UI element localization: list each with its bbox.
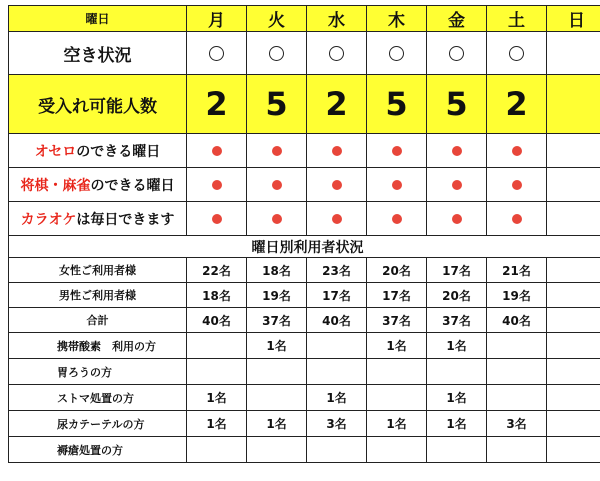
care-label: 胃ろうの方	[9, 359, 187, 385]
usage-value: 40名	[487, 308, 547, 333]
activity-highlight: カラオケ	[20, 211, 77, 228]
day-header: 金	[427, 6, 487, 32]
capacity-value: 2	[307, 75, 367, 134]
red-dot-icon	[512, 180, 522, 190]
usage-value: 37名	[367, 308, 427, 333]
activity-row	[9, 134, 600, 168]
activity-cell	[247, 168, 307, 202]
availability-circle-icon	[269, 46, 284, 61]
care-value	[247, 437, 307, 463]
usage-value: 18名	[187, 283, 247, 308]
care-row	[9, 411, 600, 437]
activity-cell	[307, 202, 367, 236]
red-dot-icon	[512, 146, 522, 156]
care-value: 1名	[427, 385, 487, 411]
capacity-row	[9, 75, 600, 134]
care-row	[9, 437, 600, 463]
availability-cell	[187, 32, 247, 75]
activity-cell	[547, 202, 600, 236]
red-dot-icon	[512, 214, 522, 224]
care-value	[247, 359, 307, 385]
usage-value	[547, 258, 600, 283]
care-value: 1名	[247, 411, 307, 437]
usage-value	[547, 283, 600, 308]
care-value	[307, 333, 367, 359]
care-value	[547, 359, 600, 385]
red-dot-icon	[452, 180, 462, 190]
care-value	[367, 437, 427, 463]
day-header: 月	[187, 6, 247, 32]
usage-label: 女性ご利用者様	[9, 258, 187, 283]
care-value	[487, 333, 547, 359]
usage-label: 合計	[9, 308, 187, 333]
usage-value: 19名	[487, 283, 547, 308]
care-value	[547, 437, 600, 463]
availability-cell	[247, 32, 307, 75]
day-header: 日	[547, 6, 600, 32]
care-value	[187, 437, 247, 463]
care-value: 1名	[367, 411, 427, 437]
usage-value: 37名	[247, 308, 307, 333]
care-value: 1名	[187, 385, 247, 411]
activity-label	[9, 202, 187, 236]
activity-cell	[547, 134, 600, 168]
usage-row	[9, 258, 600, 283]
activity-label-rest: のできる曜日	[90, 177, 175, 194]
availability-circle-icon	[389, 46, 404, 61]
activity-label-rest: は毎日できます	[76, 211, 175, 228]
care-row	[9, 359, 600, 385]
care-value	[487, 359, 547, 385]
usage-value: 20名	[367, 258, 427, 283]
availability-circle-icon	[209, 46, 224, 61]
section-title: 曜日別利用者状況	[9, 236, 600, 258]
day-header: 木	[367, 6, 427, 32]
usage-value: 37名	[427, 308, 487, 333]
day-header: 火	[247, 6, 307, 32]
care-value: 1名	[187, 411, 247, 437]
capacity-value	[547, 75, 600, 134]
care-value	[307, 359, 367, 385]
availability-circle-icon	[329, 46, 344, 61]
activity-cell	[487, 202, 547, 236]
activity-cell	[187, 168, 247, 202]
activity-cell	[487, 134, 547, 168]
care-value	[547, 385, 600, 411]
care-value	[427, 359, 487, 385]
usage-value: 17名	[307, 283, 367, 308]
activity-cell	[367, 134, 427, 168]
red-dot-icon	[212, 180, 222, 190]
care-value	[367, 385, 427, 411]
care-value: 3名	[307, 411, 367, 437]
capacity-value: 5	[367, 75, 427, 134]
weekday-header-row	[9, 6, 600, 32]
activity-cell	[427, 134, 487, 168]
red-dot-icon	[392, 180, 402, 190]
availability-label: 空き状況	[9, 32, 187, 75]
care-value	[547, 411, 600, 437]
care-value: 1名	[247, 333, 307, 359]
availability-circle-icon	[509, 46, 524, 61]
usage-value: 17名	[367, 283, 427, 308]
availability-cell	[427, 32, 487, 75]
care-value	[247, 385, 307, 411]
care-value	[307, 437, 367, 463]
activity-cell	[187, 202, 247, 236]
care-value	[187, 333, 247, 359]
capacity-label: 受入れ可能人数	[9, 75, 187, 134]
care-value	[367, 359, 427, 385]
activity-cell	[427, 168, 487, 202]
capacity-value: 5	[427, 75, 487, 134]
red-dot-icon	[392, 146, 402, 156]
activity-cell	[307, 134, 367, 168]
care-label: ストマ処置の方	[9, 385, 187, 411]
usage-value: 18名	[247, 258, 307, 283]
care-label: 褥瘡処置の方	[9, 437, 187, 463]
care-value	[547, 333, 600, 359]
red-dot-icon	[332, 180, 342, 190]
activity-cell	[367, 202, 427, 236]
red-dot-icon	[272, 180, 282, 190]
usage-value	[547, 308, 600, 333]
red-dot-icon	[332, 214, 342, 224]
availability-cell	[367, 32, 427, 75]
schedule-table	[8, 5, 600, 463]
red-dot-icon	[272, 146, 282, 156]
care-row	[9, 385, 600, 411]
usage-value: 21名	[487, 258, 547, 283]
care-label: 尿カテーテルの方	[9, 411, 187, 437]
red-dot-icon	[452, 214, 462, 224]
care-row	[9, 333, 600, 359]
activity-label	[9, 168, 187, 202]
red-dot-icon	[392, 214, 402, 224]
day-header: 土	[487, 6, 547, 32]
activity-row	[9, 202, 600, 236]
capacity-value: 2	[187, 75, 247, 134]
section-title-row	[9, 236, 600, 258]
usage-value: 17名	[427, 258, 487, 283]
availability-row	[9, 32, 600, 75]
weekday-header-label: 曜日	[9, 6, 187, 32]
activity-highlight: オセロ	[34, 143, 77, 160]
usage-value: 23名	[307, 258, 367, 283]
usage-value: 19名	[247, 283, 307, 308]
capacity-value: 5	[247, 75, 307, 134]
care-value	[487, 437, 547, 463]
activity-row	[9, 168, 600, 202]
usage-row	[9, 283, 600, 308]
availability-cell	[307, 32, 367, 75]
activity-label-rest: のできる曜日	[76, 143, 161, 160]
care-value	[487, 385, 547, 411]
care-value	[187, 359, 247, 385]
usage-value: 40名	[187, 308, 247, 333]
day-header: 水	[307, 6, 367, 32]
availability-cell	[487, 32, 547, 75]
availability-cell	[547, 32, 600, 75]
red-dot-icon	[212, 214, 222, 224]
capacity-value: 2	[487, 75, 547, 134]
activity-cell	[367, 168, 427, 202]
care-value: 1名	[367, 333, 427, 359]
care-value: 1名	[427, 411, 487, 437]
red-dot-icon	[272, 214, 282, 224]
activity-cell	[487, 168, 547, 202]
usage-value: 22名	[187, 258, 247, 283]
care-value: 1名	[427, 333, 487, 359]
activity-cell	[187, 134, 247, 168]
red-dot-icon	[212, 146, 222, 156]
red-dot-icon	[332, 146, 342, 156]
activity-cell	[247, 202, 307, 236]
usage-value: 40名	[307, 308, 367, 333]
red-dot-icon	[452, 146, 462, 156]
activity-cell	[307, 168, 367, 202]
care-value	[427, 437, 487, 463]
activity-cell	[547, 168, 600, 202]
care-value: 1名	[307, 385, 367, 411]
activity-cell	[247, 134, 307, 168]
usage-value: 20名	[427, 283, 487, 308]
usage-label: 男性ご利用者様	[9, 283, 187, 308]
availability-circle-icon	[449, 46, 464, 61]
care-label: 携帯酸素 利用の方	[9, 333, 187, 359]
activity-label	[9, 134, 187, 168]
usage-row	[9, 308, 600, 333]
activity-highlight: 将棋・麻雀	[20, 177, 91, 194]
care-value: 3名	[487, 411, 547, 437]
activity-cell	[427, 202, 487, 236]
